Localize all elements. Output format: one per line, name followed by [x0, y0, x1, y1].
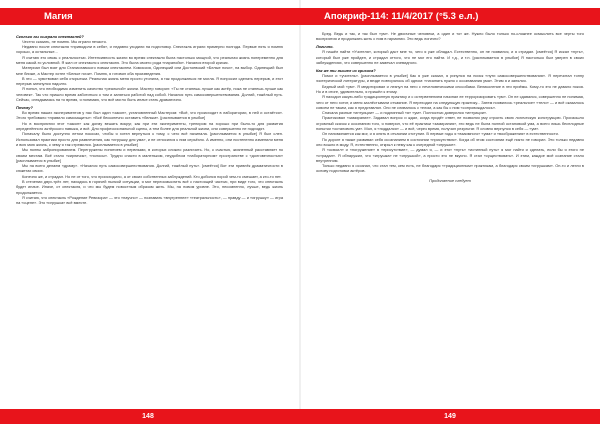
paragraph: Практиковал «замирание». Задавал вопрос и ждал, когда придёт ответ, не позволяя уму строить свою логическую конструкцию. Произошло огромный скачок к осознанию того, я поверил, что её практики «замирания», это ведь не была полной остановкой ума, а всего лишь бесплодные попытки «остановить ум». Мол, я «поддался» — и всё, через время, получил результат. Я словно вернулся в себя — «ум». [316, 115, 584, 132]
paragraph: По дороге я также развивал себя осознанием в состоянии «присутствия». Когда об этом состоянии ещё никто не говорил. Это только недавно оно вошло в моду. Я, естественно, открыл к нему как к очередной «игрушке». [316, 136, 584, 147]
paragraph: Я «освоил» и «погружение» в «присутствие», — думал я, — и этот «путь» «истинный путь» я мог найти и сделать, если бы я этого не «страдал». Я обнаружил, что «игрушка» не «игрушкой», а просто это не вкусно. Я стал «существовать». И этим, каждое моё сознание стало внутренним. [316, 147, 584, 163]
paragraph: Только недавно я осознал, что стал тем, кем есть, не благодаря «традиционным» практикам, а благодаря своим «игрушкам». Он-то и легли в основу подготовки актёров. [316, 163, 584, 174]
left-page-header: Магия [0, 8, 300, 25]
subheading: Как же ты вышел из кризиса? [316, 67, 376, 73]
paragraph: Но в восприятии этот «закон» как догму вешать вокруг, как при эти эксперименты, трениром на хорошо при было-то для развития определённого актёрского навыка, и всё. Для профессиональной сцены, а тем более для реальной жизни, они совершенно не подходят. [16, 120, 283, 132]
right-page-number: 149 [444, 413, 456, 420]
paragraph: Я понял, что необходимо изменить качество «реальной» жизни. Мастер говорил: «Ты не станешь лучше как актёр, пока не станешь лучше как человек». Так что пришло время заботиться о том и заняться работой над собой. Начался путь самосовершенствования. Долгий, тяжёлый путь. Сейчас, оглядываясь на то время, я понимаю, что всё могло быть иначе стать драматично. [16, 86, 283, 103]
paragraph: Материал был взят для Станиславского новым спектаклем. Комиссия, Одинецкий или Достоевский «Белые ночи», на выбор. Одинецкий был мне ближе, а Мастер хотел «Белые ночи». Помню, я готовил оба произведения. [16, 65, 283, 76]
left-page-number: 148 [142, 413, 154, 420]
paragraph: Помог и «учитель». [расплывается в улыбке] Как я уже сказал, я ринулся на поиск «пути самосовершенствования». Я перечитал тонну эзотерической литературы, и везде повторялось об одном: «начинать нужно с осознавания ума». Этим я и занялся. [316, 73, 584, 84]
right-page-header: Апокриф-114: 11/4/2017 (°5.3 е.л.) [300, 8, 600, 25]
paragraph: Бедный мой «ум». Я медитировал и лезнул на него с нечеловеческими способами. Великолепие в эти приёмы. Кому-то это не давало покоя. Но и в итоге, удивительно, я пришёл к этому. [316, 83, 584, 94]
paragraph: Мы полны забронированием. Перегружены понятием и нервными, в которых сложно различить. Но, к счастью, жизненный расставляет по своим местам. Всё стало «кирпичик», «полосы». Трудно спасти в маленьком, неудобном «лабораторном» пространстве с «долговечностью» [расплывается в улыбке] [16, 147, 283, 163]
paragraph: Во время наших экспериментов у нас был один «закон», установленный Мастером: «Всё, что происходит в лаборатории, в ней и остаётся». Этого требовало «правило самозащиты»: «Всё бесконечно оставить «белым». [расплывается в улыбке] [16, 110, 283, 121]
subheading: Почему? [16, 104, 33, 110]
paragraph: Я считаю это связь с реальностью. Интенсивность жизни во время спектакля была настолько мощной, что реальная жизнь попеременно для меня какой-то условной. Я жил от спектакля к спектаклю. Это была своего рода «паранойя». Начался второй кризис. [16, 54, 283, 65]
continuation-note: Продолжение следует [429, 177, 471, 183]
right-page [300, 0, 600, 424]
paragraph: Я нашёл найти «Учителя», который даст мне то, чего я уже обладал. Естественно, он не появился, и я страдал. [смеётся] Я искал «путь», который был уже пройден, и страдал оттого, что не мог его найти. И т.д., и т.п. [расплывается в улыбке] Я настолько был уверен в своих заблуждениях, что совершенно не замечал очевидного. [316, 49, 584, 65]
paragraph: Поначалу было доступно летом покосах, чтобы я хотел вернуться к тому, с чего всё начинала. [расплывается в улыбке] Я был слеп. Использовал практики просто для развлечения, как «игрушку для ума», и не относился к ним серьёзно. А именно, они постепенно изменили меня и всю мою жизнь, к чему я так стремился. [расплывается в улыбке] [16, 131, 283, 147]
paragraph: В это — чувствовал себя открытым. Реальная жизнь меня просто утопила, я так продолжаться не могла. Я попросил сделать перерыв, и этот перерыв затянулся надолго. [16, 75, 283, 87]
subheading: Логично. [316, 44, 334, 50]
left-page-body [16, 31, 283, 206]
paragraph: Конечно же, и страдал. Но не от того, что происходило, а от своих собственных заблуждений. Кто добился порой чем-то смешает, а кто-то нет. [22, 173, 282, 179]
paragraph: Я находил какую-либо традиционную практику и с остервенением начинал ее терроризировать «ум». Он не сдавался, совершенно не понимая, чего от него хотят, и меня захлёстывали отчаяние. Я переходил на следующую практику... Затем появилось «реальное» «тело» — и всё оказалось совсем не таким, как я представлял. Оно не сливалось с телом, а как бы с ним «сопровождалось». [316, 94, 584, 110]
subheading: Сколько вы сыграли спектаклей? [16, 33, 84, 39]
paragraph: Мы на всего делаем «драму». «Начался путь самосовершенствования. Долгий, тяжёлый путь». [смеётся] Вот эти привлёк драматичности в сюжетах своих. [16, 163, 283, 174]
paragraph: Бред. Ведь и так, и так был «ум». Не двоичные человеки, а один и тот же. Нужно было только по-сложнее осмыслить все черты того восприятия и продолжать жить с ним в гармонии. Это ведь логично? [316, 31, 584, 42]
paragraph: Он напоминается как мог, и я опять в отчаянии отступил. В первые годы я «взаимного» «ума» и «воображения» в естественности. [322, 131, 559, 137]
paragraph: Сначала разные «интуиции» — и подлинный «я» «ум». Полностью доверился «интуиции». [322, 110, 488, 116]
paragraph: Недавно после спектакля «приводили в себя», и недавно уходили на подготовку. Спектакль играли примерно полгода. Первые пять я помню хорошо, а остальные... [16, 44, 283, 55]
paragraph: Я считаю, что спектакль «Рождение Ревизора» — это «научно» — познавать «внутреннее» «театральность», — правду — и «игрушку» — игра на «сцене». Это «игрушка» всё вместе. [16, 194, 283, 206]
paragraph: В стечении двух-трёх лет, находясь в горячей пылкой ситуации, я мог переосмыслить всё с настоящей частью, при виде того, что спектакль будет иначе. Иначе, от спектакля, и что мы будем новостным образом жить. Мы, на новом уровне. Это, несомненно, лучше, ведь жизнь продолжается. [16, 179, 283, 195]
paragraph: Честно сказать, не помню. Мы играли нечасто. [22, 38, 107, 44]
right-page-body [316, 31, 584, 183]
